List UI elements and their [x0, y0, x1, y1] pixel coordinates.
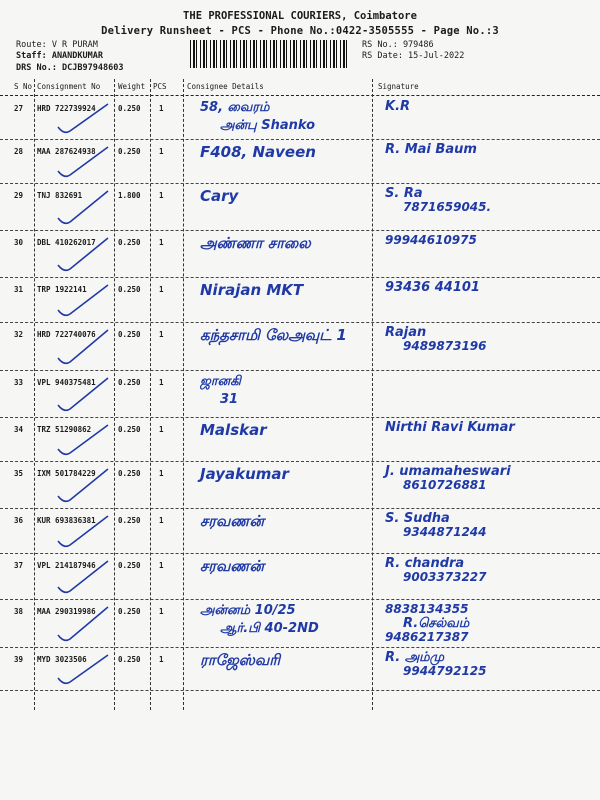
consignee-details: 31	[220, 392, 239, 407]
consignee-details: ராஜேஸ்வரி	[200, 651, 281, 669]
pcs: 1	[159, 607, 164, 616]
pcs: 1	[159, 285, 164, 294]
weight: 0.250	[118, 147, 141, 156]
serial-number: 38	[14, 607, 24, 616]
runsheet-title: THE PROFESSIONAL COURIERS, Coimbatore	[183, 10, 417, 22]
checkmark-icon	[50, 322, 120, 370]
pcs: 1	[159, 147, 164, 156]
signature: R. chandra	[385, 556, 465, 571]
checkmark-icon	[50, 96, 120, 139]
table-header	[0, 79, 600, 96]
consignment-number: TRZ 51290862	[37, 425, 92, 434]
checkmark-icon	[50, 139, 120, 183]
signature: 7871659045.	[403, 200, 492, 214]
table-row	[0, 599, 600, 648]
checkmark-icon	[50, 647, 120, 690]
pcs: 1	[159, 330, 164, 339]
signature: 9489873196	[403, 339, 487, 353]
signature: Rajan	[385, 325, 427, 340]
weight: 0.250	[118, 104, 141, 113]
weight: 0.250	[118, 285, 141, 294]
pcs: 1	[159, 191, 164, 200]
consignment-number: MAA 287624938	[37, 147, 96, 156]
table-row	[0, 417, 600, 462]
consignment-number: IXM 501784229	[37, 469, 96, 478]
signature: S. Ra	[385, 186, 423, 201]
signature: S. Sudha	[385, 511, 450, 526]
serial-number: 33	[14, 378, 24, 387]
table-row	[0, 553, 600, 600]
weight: 0.250	[118, 469, 141, 478]
consignee-details: Cary	[200, 187, 239, 205]
consignment-number: HRD 722740076	[37, 330, 96, 339]
consignee-details: கந்தசாமி லேஅவுட் 1	[200, 326, 347, 344]
weight: 0.250	[118, 378, 141, 387]
consignment-number: MAA 290319986	[37, 607, 96, 616]
signature: 9003373227	[403, 570, 487, 584]
checkmark-icon	[50, 277, 120, 322]
weight: 0.250	[118, 330, 141, 339]
weight: 0.250	[118, 561, 141, 570]
consignment-number: HRD 722739924	[37, 104, 96, 113]
signature: J. umamaheswari	[385, 464, 511, 479]
signature: 8838134355	[385, 602, 469, 616]
table-row	[0, 277, 600, 323]
pcs: 1	[159, 516, 164, 525]
signature: R.செல்வம்	[403, 616, 470, 631]
consignee-details: Nirajan MKT	[200, 281, 304, 299]
barcode	[190, 40, 350, 68]
table-row	[0, 508, 600, 554]
checkmark-icon	[50, 183, 120, 230]
col-weight: Weight	[118, 82, 146, 91]
consignee-details: Malskar	[200, 421, 267, 439]
col-signature: Signature	[378, 82, 419, 91]
consignee-details: F408, Naveen	[200, 143, 316, 161]
serial-number: 30	[14, 238, 24, 247]
serial-number: 27	[14, 104, 24, 113]
table-row	[0, 647, 600, 691]
table-row	[0, 139, 600, 184]
rs-number: RS No.: 979486	[362, 40, 434, 50]
serial-number: 35	[14, 469, 24, 478]
checkmark-icon	[50, 417, 120, 461]
table-row	[0, 370, 600, 418]
consignment-number: VPL 214187946	[37, 561, 96, 570]
checkmark-icon	[50, 599, 120, 647]
weight: 1.800	[118, 191, 141, 200]
signature: 99944610975	[385, 233, 477, 247]
consignment-number: DBL 410262017	[37, 238, 96, 247]
staff: Staff: ANANDKUMAR	[16, 51, 103, 61]
table-row	[0, 461, 600, 509]
checkmark-icon	[50, 508, 120, 553]
col-consignee: Consignee Details	[187, 82, 264, 91]
weight: 0.250	[118, 425, 141, 434]
table-row	[0, 96, 600, 140]
col-pcs: PCS	[153, 82, 167, 91]
weight: 0.250	[118, 516, 141, 525]
signature: 93436 44101	[385, 280, 480, 295]
pcs: 1	[159, 238, 164, 247]
table-row	[0, 183, 600, 231]
serial-number: 32	[14, 330, 24, 339]
rs-date: RS Date: 15-Jul-2022	[362, 51, 465, 61]
checkmark-icon	[50, 461, 120, 508]
table-row	[0, 230, 600, 278]
signature: 9944792125	[403, 664, 487, 678]
checkmark-icon	[50, 553, 120, 599]
checkmark-icon	[50, 370, 120, 417]
consignee-details: அன்பு Shanko	[220, 118, 316, 133]
checkmark-icon	[50, 230, 120, 277]
pcs: 1	[159, 655, 164, 664]
weight: 0.250	[118, 607, 141, 616]
serial-number: 39	[14, 655, 24, 664]
consignment-number: TRP 1922141	[37, 285, 87, 294]
table-row	[0, 322, 600, 371]
signature: R. Mai Baum	[385, 142, 477, 157]
consignment-number: TNJ 832691	[37, 191, 83, 200]
col-sno: S No	[14, 82, 33, 91]
consignee-details: அண்ணா சாலை	[200, 234, 311, 252]
drs-number: DRS No.: DCJB97948603	[16, 63, 124, 73]
pcs: 1	[159, 425, 164, 434]
serial-number: 29	[14, 191, 24, 200]
signature: 9344871244	[403, 525, 487, 539]
pcs: 1	[159, 378, 164, 387]
weight: 0.250	[118, 238, 141, 247]
consignee-details: சரவணன்	[200, 557, 265, 575]
col-consignment: Consignment No	[37, 82, 101, 91]
serial-number: 28	[14, 147, 24, 156]
serial-number: 37	[14, 561, 24, 570]
pcs: 1	[159, 561, 164, 570]
consignee-details: Jayakumar	[200, 465, 289, 483]
consignee-details: 58, வைரம்	[200, 100, 270, 115]
serial-number: 31	[14, 285, 24, 294]
consignment-number: MYD 3023506	[37, 655, 87, 664]
signature: Nirthi Ravi Kumar	[385, 420, 515, 435]
signature: 8610726881	[403, 478, 487, 492]
signature: K.R	[385, 99, 411, 114]
signature: 9486217387	[385, 630, 469, 644]
serial-number: 36	[14, 516, 24, 525]
signature: R. அம்மு	[385, 650, 445, 665]
pcs: 1	[159, 469, 164, 478]
runsheet-subtitle: Delivery Runsheet - PCS - Phone No.:0422-3505555 - Page No.:3	[101, 25, 499, 37]
weight: 0.250	[118, 655, 141, 664]
pcs: 1	[159, 104, 164, 113]
serial-number: 34	[14, 425, 24, 434]
consignment-number: VPL 940375481	[37, 378, 96, 387]
consignee-details: ஆர்.பி 40-2ND	[220, 621, 319, 636]
consignee-details: ஜானகி	[200, 374, 241, 389]
consignee-details: அன்னம் 10/25	[200, 603, 296, 618]
consignee-details: சரவணன்	[200, 512, 265, 530]
route: Route: V R PURAM	[16, 40, 98, 50]
consignment-number: KUR 693836381	[37, 516, 96, 525]
